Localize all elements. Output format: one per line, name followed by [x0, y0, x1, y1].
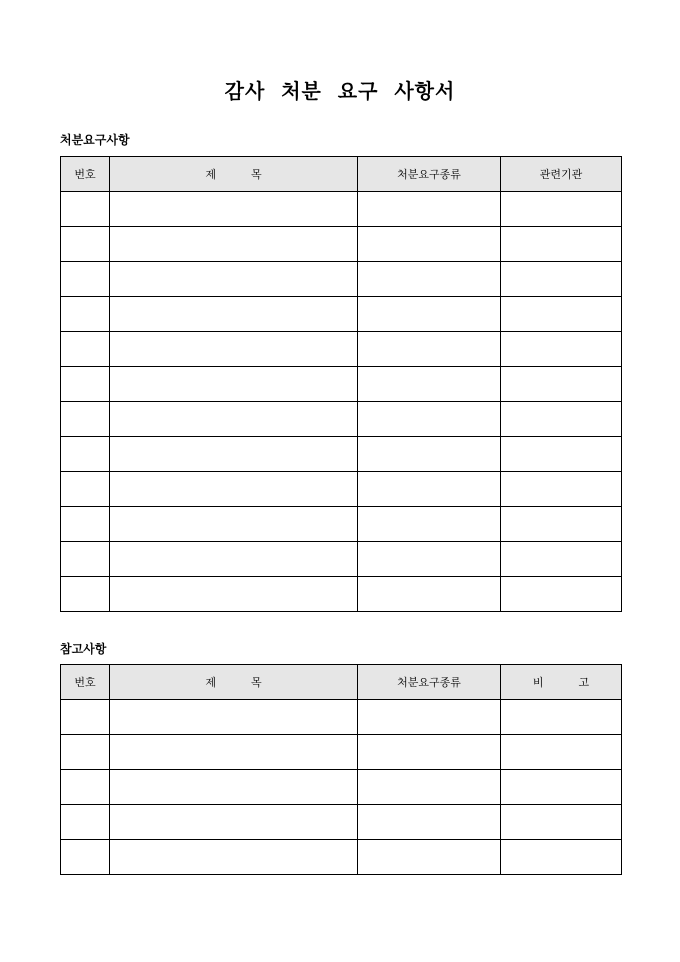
table-row: [61, 472, 622, 507]
cell-extra[interactable]: [501, 192, 622, 227]
cell-extra[interactable]: [501, 577, 622, 612]
cell-extra[interactable]: [501, 805, 622, 840]
cell-subject[interactable]: [110, 192, 358, 227]
header-number: 번호: [61, 665, 110, 700]
table-row: [61, 805, 622, 840]
disposition-requests-table: [60, 156, 622, 612]
header-disposition-type: 처분요구종류: [358, 157, 501, 192]
cell-extra[interactable]: [501, 700, 622, 735]
cell-extra[interactable]: [501, 227, 622, 262]
cell-number[interactable]: [61, 577, 110, 612]
cell-type[interactable]: [358, 770, 501, 805]
table-row: [61, 297, 622, 332]
header-related-agency: 관련기관: [501, 157, 622, 192]
table-row: [61, 192, 622, 227]
table-row: [61, 770, 622, 805]
table-header-row: [61, 157, 622, 192]
cell-subject[interactable]: [110, 507, 358, 542]
cell-subject[interactable]: [110, 262, 358, 297]
cell-type[interactable]: [358, 507, 501, 542]
cell-number[interactable]: [61, 840, 110, 875]
table-row: [61, 542, 622, 577]
cell-type[interactable]: [358, 297, 501, 332]
cell-extra[interactable]: [501, 437, 622, 472]
cell-number[interactable]: [61, 472, 110, 507]
cell-subject[interactable]: [110, 297, 358, 332]
reference-table: [60, 664, 622, 875]
cell-type[interactable]: [358, 472, 501, 507]
cell-type[interactable]: [358, 577, 501, 612]
cell-extra[interactable]: [501, 542, 622, 577]
cell-number[interactable]: [61, 735, 110, 770]
cell-number[interactable]: [61, 700, 110, 735]
cell-extra[interactable]: [501, 735, 622, 770]
section-label-disposition-requests: 처분요구사항: [60, 133, 130, 147]
table-row: [61, 437, 622, 472]
cell-subject[interactable]: [110, 367, 358, 402]
cell-number[interactable]: [61, 507, 110, 542]
cell-extra[interactable]: [501, 770, 622, 805]
cell-number[interactable]: [61, 437, 110, 472]
header-number: 번호: [61, 157, 110, 192]
cell-subject[interactable]: [110, 805, 358, 840]
table-row: [61, 227, 622, 262]
cell-number[interactable]: [61, 542, 110, 577]
cell-type[interactable]: [358, 805, 501, 840]
table-row: [61, 700, 622, 735]
cell-subject[interactable]: [110, 577, 358, 612]
cell-type[interactable]: [358, 437, 501, 472]
table-row: [61, 507, 622, 542]
cell-subject[interactable]: [110, 840, 358, 875]
cell-type[interactable]: [358, 262, 501, 297]
cell-subject[interactable]: [110, 437, 358, 472]
cell-subject[interactable]: [110, 472, 358, 507]
document-title: 감사 처분 요구 사항서: [224, 79, 456, 103]
cell-subject[interactable]: [110, 332, 358, 367]
cell-number[interactable]: [61, 227, 110, 262]
cell-number[interactable]: [61, 402, 110, 437]
cell-number[interactable]: [61, 770, 110, 805]
cell-subject[interactable]: [110, 542, 358, 577]
cell-subject[interactable]: [110, 402, 358, 437]
cell-type[interactable]: [358, 402, 501, 437]
cell-type[interactable]: [358, 735, 501, 770]
table-row: [61, 402, 622, 437]
cell-type[interactable]: [358, 542, 501, 577]
cell-extra[interactable]: [501, 402, 622, 437]
cell-number[interactable]: [61, 332, 110, 367]
cell-subject[interactable]: [110, 735, 358, 770]
header-subject: 제 목: [110, 665, 358, 700]
table-row: [61, 840, 622, 875]
header-disposition-type: 처분요구종류: [358, 665, 501, 700]
cell-extra[interactable]: [501, 297, 622, 332]
cell-type[interactable]: [358, 332, 501, 367]
section-label-reference: 참고사항: [60, 642, 107, 656]
table-header-row: [61, 665, 622, 700]
cell-subject[interactable]: [110, 700, 358, 735]
table-row: [61, 262, 622, 297]
cell-type[interactable]: [358, 700, 501, 735]
cell-extra[interactable]: [501, 262, 622, 297]
header-subject: 제 목: [110, 157, 358, 192]
cell-number[interactable]: [61, 297, 110, 332]
cell-number[interactable]: [61, 192, 110, 227]
cell-type[interactable]: [358, 840, 501, 875]
table-row: [61, 332, 622, 367]
cell-number[interactable]: [61, 262, 110, 297]
cell-number[interactable]: [61, 367, 110, 402]
table-row: [61, 367, 622, 402]
cell-extra[interactable]: [501, 367, 622, 402]
header-remarks: 비 고: [501, 665, 622, 700]
cell-subject[interactable]: [110, 227, 358, 262]
cell-subject[interactable]: [110, 770, 358, 805]
cell-extra[interactable]: [501, 472, 622, 507]
cell-type[interactable]: [358, 367, 501, 402]
cell-type[interactable]: [358, 227, 501, 262]
table-row: [61, 735, 622, 770]
cell-extra[interactable]: [501, 507, 622, 542]
cell-number[interactable]: [61, 805, 110, 840]
cell-type[interactable]: [358, 192, 501, 227]
cell-extra[interactable]: [501, 332, 622, 367]
table-row: [61, 577, 622, 612]
cell-extra[interactable]: [501, 840, 622, 875]
